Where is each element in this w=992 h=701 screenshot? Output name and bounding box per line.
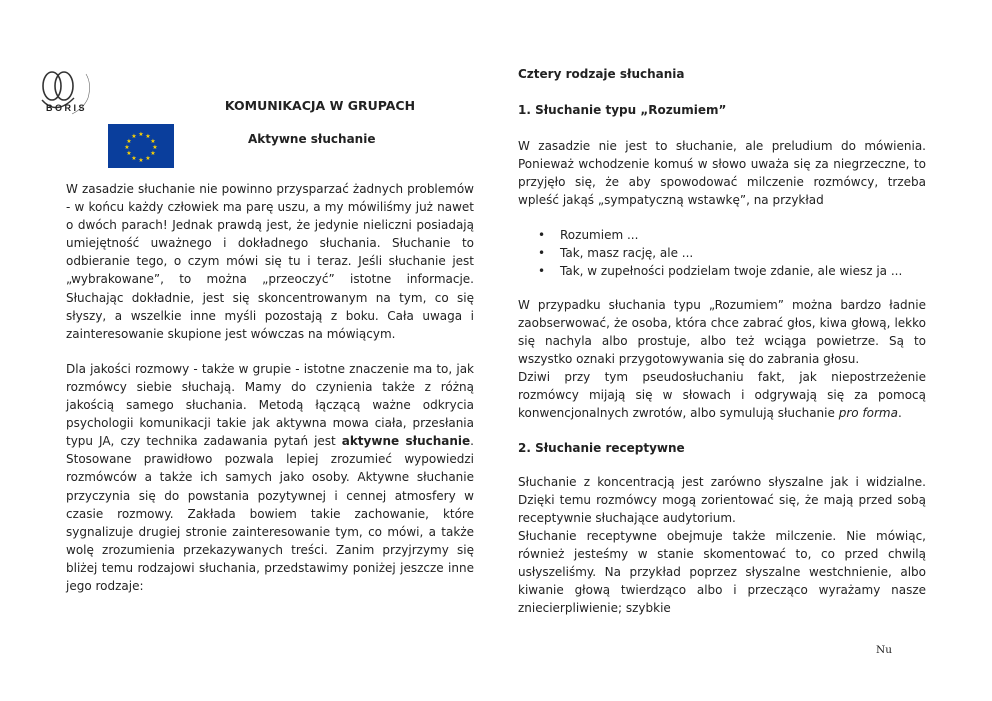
svg-text:★: ★ [152,144,158,151]
page-title: KOMUNIKACJA W GRUPACH [224,98,416,113]
section-title-1: 1. Słuchanie typu „Rozumiem” [518,103,727,118]
paragraph: W zasadzie nie jest to słuchanie, ale preludium do mówienia. Ponieważ wchodzenie komuś w słowo uważa się za niegrzeczne, to przyjęło się, że aby spowodować milczenie rozmówcy, trzeba wpleść jakąś „sympatyczną wstawkę”, na przykład [518,139,926,208]
svg-text:★: ★ [126,138,132,145]
bullet-list [518,226,926,280]
svg-text:★: ★ [145,133,151,140]
svg-text:★: ★ [124,144,130,151]
eu-flag [108,124,174,168]
logo-text: B O R I S [46,103,85,113]
svg-text:★: ★ [131,155,137,162]
svg-text:★: ★ [138,131,144,138]
svg-text:★: ★ [138,157,144,164]
paragraph: Dla jakości rozmowy - także w grupie - istotne znaczenie ma to, jak rozmówcy siebie słuchają. Mamy do czynienia także z różną jakością samego słuchania. Metodą łączącą ważne odkrycia psychologii komunikacji takie jak aktywna mowa ciała, przesłania typu JA, czy technika zadawania pytań jest aktywne słuchanie. Stosowane prawidłowo pozwala lepiej zrozumieć wypowiedzi rozmówców a także ich samych jako osoby. Aktywne słuchanie przyczynia się do powstania pozytywnej i cennej atmosfery w czasie rozmowy. Zakłada bowiem takie zachowanie, które sygnalizuje drugiej stronie zainteresowanie tym, co mówi, a także wolę zrozumienia przekazywanych treści. Zanim przyjrzymy się bliżej temu rodzajowi słuchania, przedstawimy poniżej jeszcze inne jego rodzaje: [66,361,474,593]
svg-text:★: ★ [150,150,156,157]
section-title-2: 2. Słuchanie receptywne [518,440,685,455]
list-item: • Tak, w zupełności podzielam twoje zdanie, ale wiesz ja ... [518,262,926,280]
page-number: Nu [876,644,892,656]
list-item: • Rozumiem ... [518,226,926,244]
boris-logo [30,64,122,128]
paragraph: Dziwi przy tym pseudosłuchaniu fakt, jak niepostrzeżenie rozmówcy mijają się w słowach i odgrywają się za pomocą konwencjonalnych zwrotów, albo symulują słuchanie pro forma. [518,370,926,421]
right-column [518,65,926,617]
list-item: • Tak, masz rację, ale ... [518,244,926,262]
paragraph: Słuchanie z koncentracją jest zarówno słyszalne jak i widzialne. Dzięki temu rozmówcy mogą zorientować się, że mają przed sobą receptywnie słuchające audytorium. [518,474,926,525]
svg-text:★: ★ [150,138,156,145]
section-heading: Cztery rodzaje słuchania [518,67,685,81]
left-column [66,180,474,595]
svg-text:★: ★ [126,150,132,157]
svg-text:★: ★ [145,155,151,162]
paragraph: W zasadzie słuchanie nie powinno przysparzać żadnych problemów - w końcu każdy człowiek ma parę uszu, a my mówiliśmy już nawet o dwóch parach! Jednak prawdą jest, że jedynie nieliczni posiadają umiejętność uważnego i dokładnego słuchania. Słuchanie to odbieranie tego, o czym mówi się tu i teraz. Jeśli słuchanie jest „wybrakowane”, to można „przeoczyć” istotne informacje. Słuchając dokładnie, jest się skoncentrowanym na tym, co się słyszy, a wszelkie inne myśli pozostają z boku. Cała uwaga i zainteresowanie skupione jest wówczas na mówiącym. [66,182,474,341]
paragraph: Słuchanie receptywne obejmuje także milczenie. Nie mówiąc, również jesteśmy w stanie skomentować to, co przed chwilą usłyszeliśmy. Na przykład poprzez słyszalne westchnienie, albo kiwanie głową twierdząco albo i przecząco wyrażamy nasze zniecierpliwienie; szybkie [518,528,926,616]
subtitle: Aktywne słuchanie [248,132,376,146]
svg-text:★: ★ [131,133,137,140]
bold-term: aktywne słuchanie [341,434,471,449]
paragraph: W przypadku słuchania typu „Rozumiem” można bardzo ładnie zaobserwować, że osoba, która chce zabrać głos, kiwa głową, lekko się nachyla albo prostuje, albo też wciąga powietrze. Są to wszystko oznaki przygotowywania się do zabrania głosu. [518,297,926,367]
